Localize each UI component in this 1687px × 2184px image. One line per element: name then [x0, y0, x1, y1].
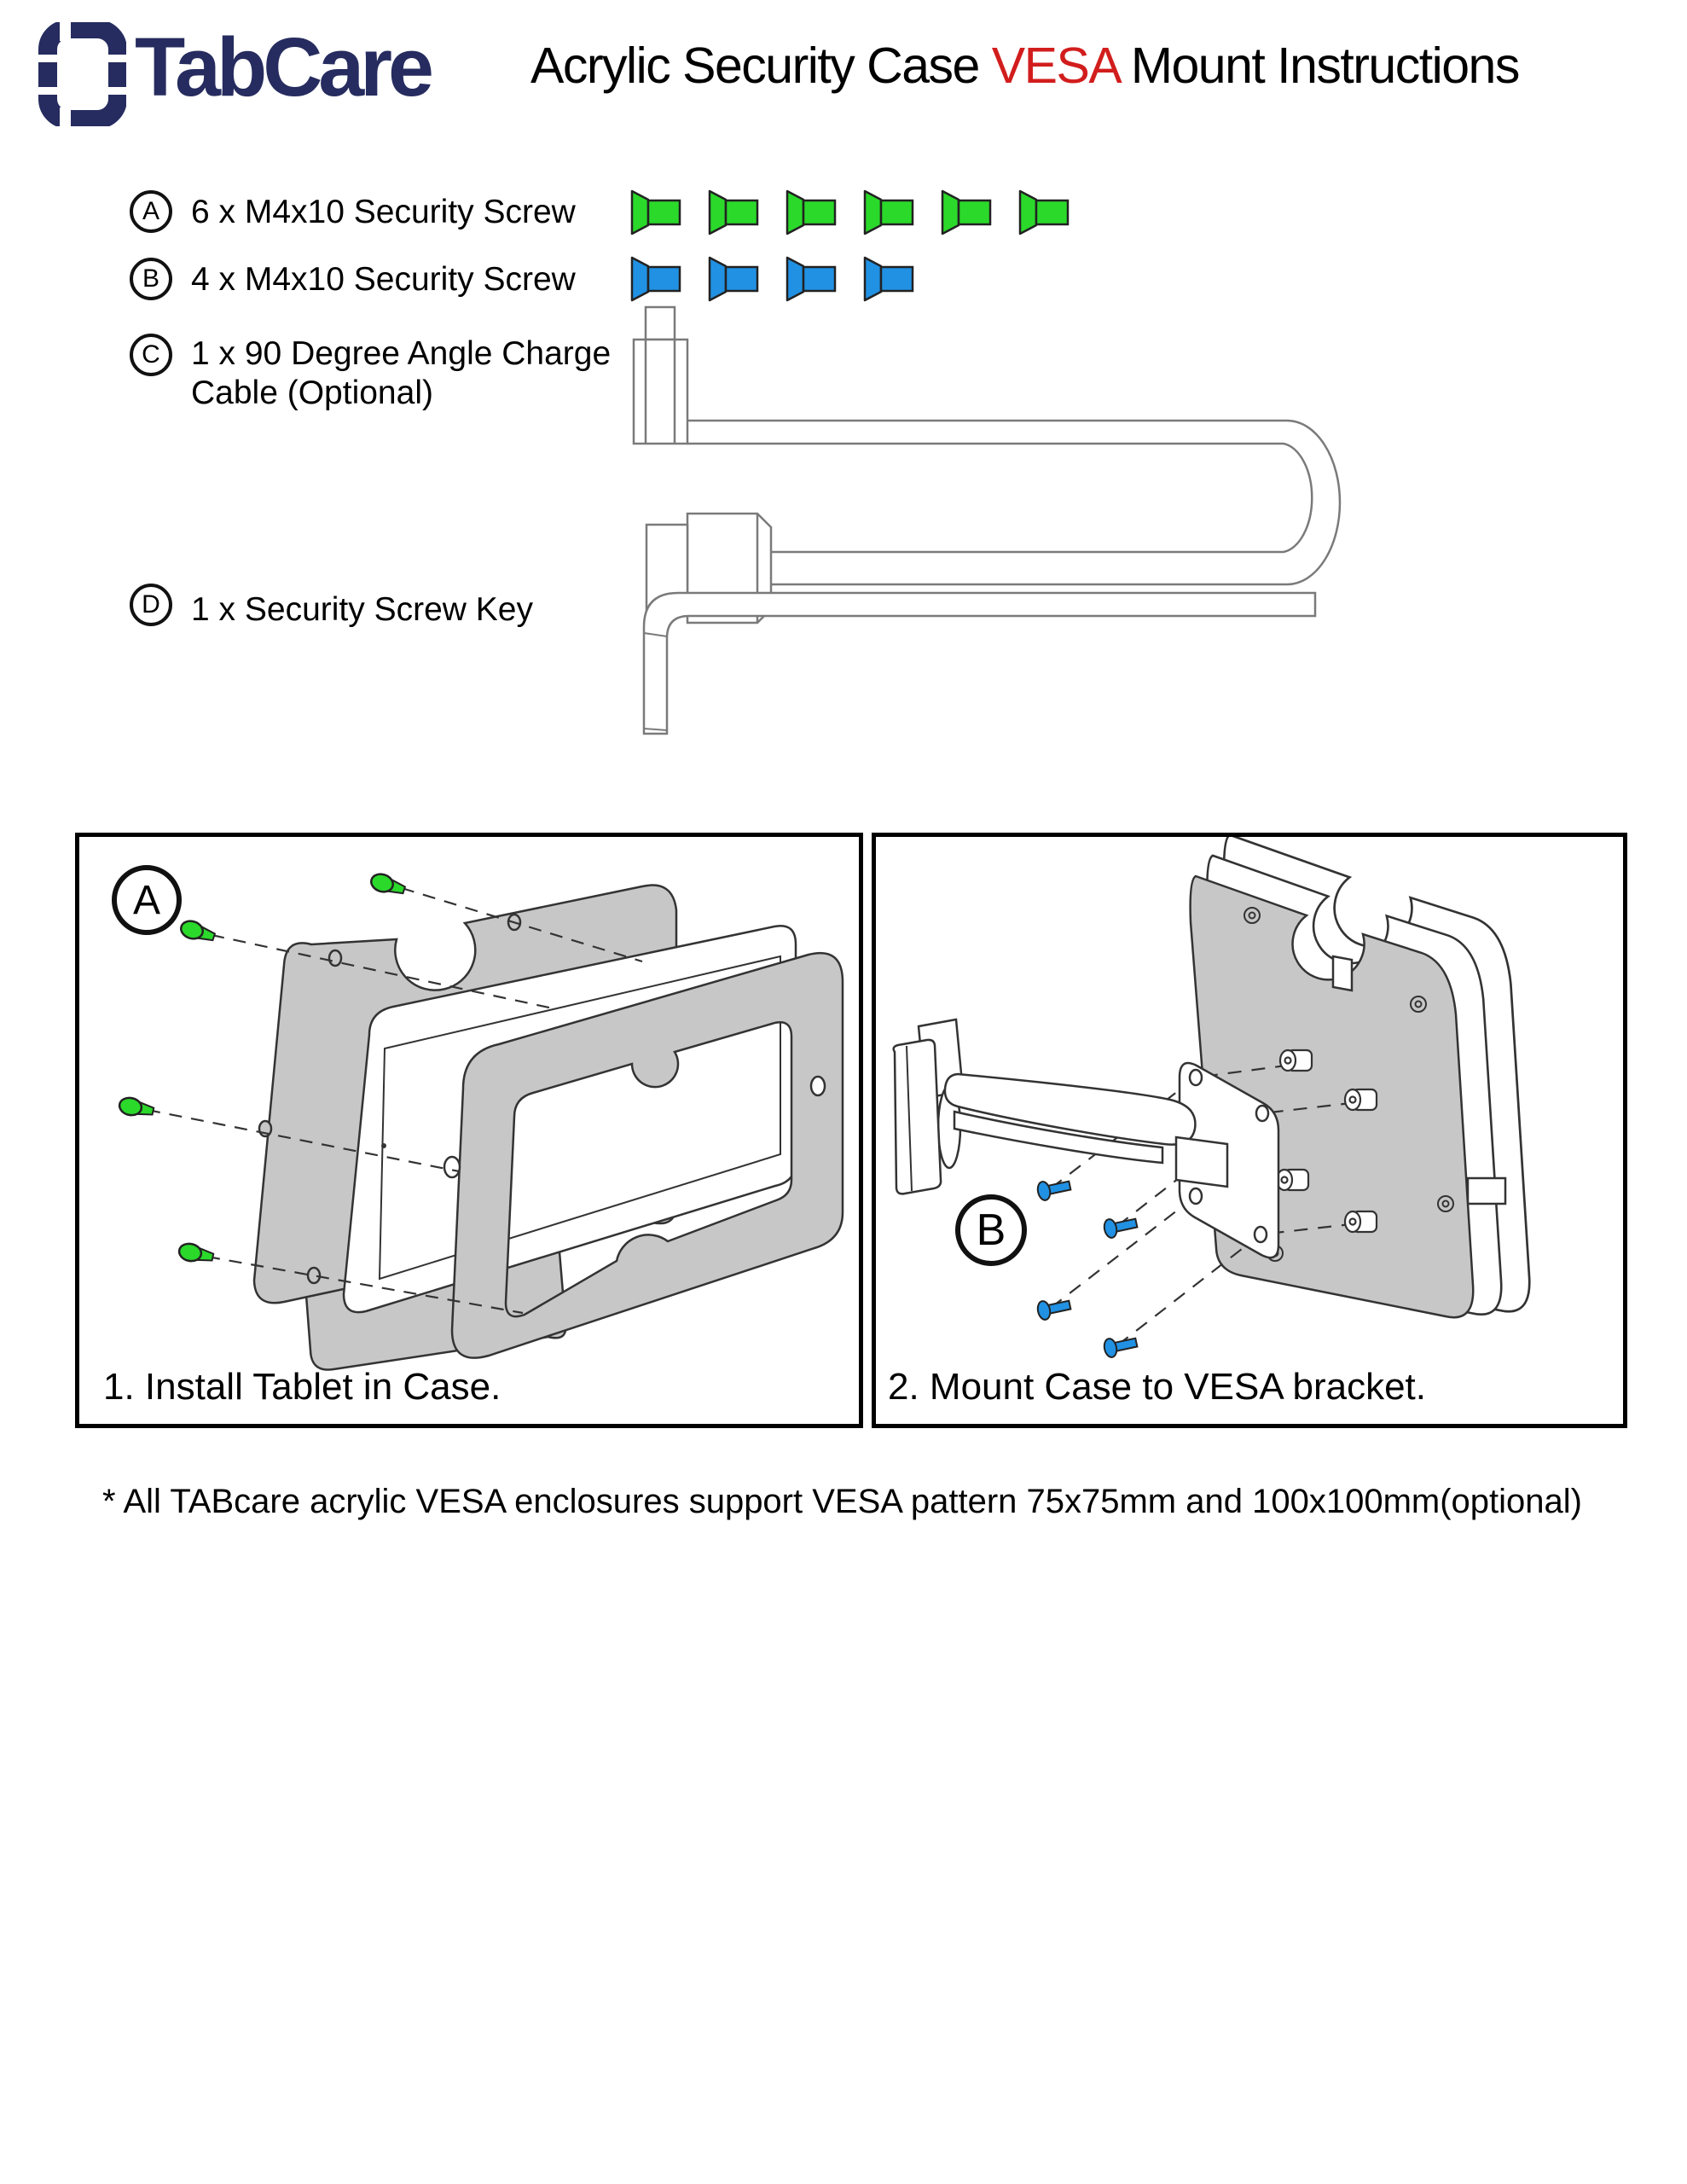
wall-plate: [894, 1040, 941, 1194]
step2-caption: 2. Mount Case to VESA bracket.: [888, 1366, 1426, 1408]
title-highlight: VESA: [991, 38, 1118, 94]
arm-elbow-block: [1176, 1137, 1227, 1187]
part-label-a: 6 x M4x10 Security Screw: [191, 194, 576, 230]
security-screw-icon: [630, 256, 683, 302]
blue-screws: [1036, 1176, 1139, 1358]
screw-row-blue: [630, 256, 916, 302]
security-screw-icon: [708, 256, 761, 302]
step2-badge: [955, 1194, 1027, 1266]
part-label-c-line2: Cable (Optional): [191, 375, 433, 411]
security-screw-icon: [786, 256, 838, 302]
step1-caption: 1. Install Tablet in Case.: [103, 1366, 501, 1408]
logo-gap: [106, 55, 126, 62]
part-label-d: 1 x Security Screw Key: [191, 591, 533, 628]
case-side-tab: [1468, 1178, 1505, 1204]
part-label-b: 4 x M4x10 Security Screw: [191, 261, 576, 298]
step1-badge: [112, 865, 182, 935]
blue-screw-icon: [1103, 1214, 1139, 1239]
screw-row-green: [630, 189, 1071, 235]
tabcare-logo-icon: [38, 22, 126, 126]
part-letter: A: [142, 197, 159, 225]
security-key-drawing: [623, 580, 1339, 746]
green-screw-icon: [369, 871, 407, 897]
security-screw-icon: [863, 189, 916, 235]
plate-hole: [329, 950, 341, 966]
logo-gap: [106, 87, 126, 95]
title-post: Mount Instructions: [1117, 38, 1519, 94]
logo-gap: [60, 107, 71, 126]
frame-side-hole: [444, 1157, 460, 1177]
brand-name: TabCare: [135, 20, 430, 113]
blue-screw-icon: [1103, 1333, 1139, 1358]
part-badge-b: [130, 258, 172, 300]
tablet-camera-dot: [381, 1143, 386, 1148]
cable-plug-body: [634, 340, 687, 444]
part-badge-c: [130, 334, 172, 376]
header: [0, 0, 1687, 145]
step-letter: A: [132, 877, 160, 923]
blue-screw-icon: [1036, 1176, 1072, 1201]
part-letter: C: [142, 340, 160, 369]
part-label-c-line1: 1 x 90 Degree Angle Charge: [191, 335, 612, 372]
blue-screw-icon: [1036, 1296, 1072, 1321]
part-badge-d: [130, 584, 172, 626]
part-badge-a: [130, 190, 172, 233]
logo-gap: [38, 55, 58, 62]
security-screw-icon: [708, 189, 761, 235]
security-screw-icon: [1018, 189, 1071, 235]
frame-side-hole: [811, 1077, 825, 1095]
security-screw-icon: [630, 189, 683, 235]
part-letter: B: [142, 264, 159, 293]
page-title: [530, 38, 1519, 94]
logo-gap: [38, 87, 58, 95]
security-screw-icon: [786, 189, 838, 235]
title-pre: Acrylic Security Case: [530, 38, 992, 94]
vesa-hole: [1256, 1106, 1268, 1121]
step2-panel: [872, 833, 1627, 1428]
vesa-arm: [894, 1019, 1227, 1194]
step1-diagram: [79, 837, 859, 1424]
green-screw-icon: [177, 1242, 214, 1266]
logo-gap: [60, 22, 71, 41]
green-screw-icon: [118, 1096, 154, 1120]
step-letter: B: [976, 1205, 1006, 1255]
step1-panel: [75, 833, 863, 1428]
security-screw-icon: [863, 256, 916, 302]
vesa-hole: [1190, 1188, 1202, 1204]
plate-hole: [308, 1268, 320, 1283]
cable-plug-tip: [646, 307, 675, 340]
vesa-hole: [1255, 1227, 1267, 1242]
part-letter: D: [142, 590, 160, 619]
green-screw-icon: [179, 918, 217, 944]
vesa-hole: [1190, 1070, 1202, 1085]
notch-slot: [1333, 956, 1352, 990]
step2-diagram: [876, 837, 1623, 1424]
security-screw-icon: [941, 189, 994, 235]
footnote: * All TABcare acrylic VESA enclosures support VESA pattern 75x75mm and 100x100mm(optional): [102, 1483, 1582, 1520]
